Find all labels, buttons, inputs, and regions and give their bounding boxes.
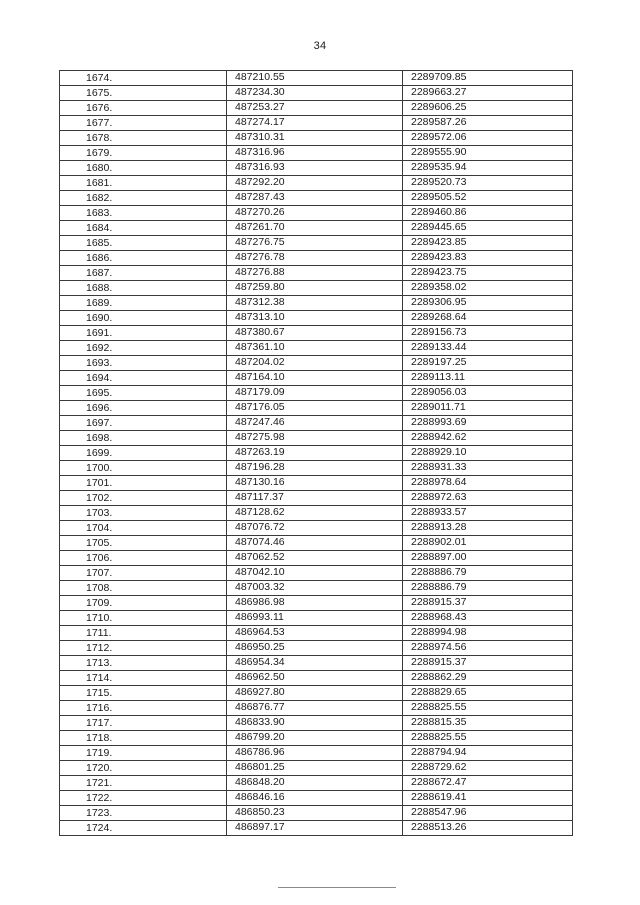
x-coordinate-cell: 486848.20	[227, 776, 403, 791]
x-coordinate-cell: 486950.25	[227, 641, 403, 656]
y-coordinate-cell: 2289606.25	[403, 101, 573, 116]
x-coordinate-cell: 487316.93	[227, 161, 403, 176]
table-row	[60, 641, 573, 656]
x-coordinate-cell: 487270.26	[227, 206, 403, 221]
coordinate-table-body	[60, 71, 573, 836]
point-index-cell: 1683.	[60, 206, 227, 221]
x-coordinate-cell: 487263.19	[227, 446, 403, 461]
table-row	[60, 161, 573, 176]
table-row	[60, 761, 573, 776]
point-index-cell: 1702.	[60, 491, 227, 506]
point-index-cell: 1681.	[60, 176, 227, 191]
x-coordinate-cell: 487276.78	[227, 251, 403, 266]
point-index-cell: 1707.	[60, 566, 227, 581]
table-row	[60, 506, 573, 521]
x-coordinate-cell: 486964.53	[227, 626, 403, 641]
x-coordinate-cell: 487003.32	[227, 581, 403, 596]
x-coordinate-cell: 487062.52	[227, 551, 403, 566]
point-index-cell: 1714.	[60, 671, 227, 686]
table-row	[60, 686, 573, 701]
table-row	[60, 806, 573, 821]
table-row	[60, 416, 573, 431]
table-row	[60, 791, 573, 806]
table-row	[60, 716, 573, 731]
table-row	[60, 176, 573, 191]
x-coordinate-cell: 487204.02	[227, 356, 403, 371]
table-row	[60, 731, 573, 746]
point-index-cell: 1690.	[60, 311, 227, 326]
x-coordinate-cell: 486962.50	[227, 671, 403, 686]
y-coordinate-cell: 2289113.11	[403, 371, 573, 386]
point-index-cell: 1698.	[60, 431, 227, 446]
point-index-cell: 1705.	[60, 536, 227, 551]
x-coordinate-cell: 486954.34	[227, 656, 403, 671]
point-index-cell: 1715.	[60, 686, 227, 701]
y-coordinate-cell: 2289358.02	[403, 281, 573, 296]
x-coordinate-cell: 487276.75	[227, 236, 403, 251]
y-coordinate-cell: 2288794.94	[403, 746, 573, 761]
x-coordinate-cell: 487130.16	[227, 476, 403, 491]
y-coordinate-cell: 2289572.06	[403, 131, 573, 146]
table-row	[60, 266, 573, 281]
x-coordinate-cell: 487253.27	[227, 101, 403, 116]
point-index-cell: 1722.	[60, 791, 227, 806]
y-coordinate-cell: 2289156.73	[403, 326, 573, 341]
point-index-cell: 1675.	[60, 86, 227, 101]
y-coordinate-cell: 2288978.64	[403, 476, 573, 491]
table-row	[60, 296, 573, 311]
point-index-cell: 1689.	[60, 296, 227, 311]
table-row	[60, 101, 573, 116]
point-index-cell: 1710.	[60, 611, 227, 626]
x-coordinate-cell: 487210.55	[227, 71, 403, 86]
x-coordinate-cell: 486786.96	[227, 746, 403, 761]
table-row	[60, 521, 573, 536]
table-row	[60, 611, 573, 626]
table-row	[60, 746, 573, 761]
y-coordinate-cell: 2288933.57	[403, 506, 573, 521]
table-row	[60, 626, 573, 641]
y-coordinate-cell: 2289535.94	[403, 161, 573, 176]
point-index-cell: 1678.	[60, 131, 227, 146]
x-coordinate-cell: 487247.46	[227, 416, 403, 431]
point-index-cell: 1697.	[60, 416, 227, 431]
x-coordinate-cell: 487276.88	[227, 266, 403, 281]
x-coordinate-cell: 487042.10	[227, 566, 403, 581]
table-row	[60, 446, 573, 461]
table-row	[60, 581, 573, 596]
table-row	[60, 191, 573, 206]
y-coordinate-cell: 2289460.86	[403, 206, 573, 221]
y-coordinate-cell: 2289268.64	[403, 311, 573, 326]
table-row	[60, 326, 573, 341]
table-row	[60, 251, 573, 266]
y-coordinate-cell: 2288619.41	[403, 791, 573, 806]
point-index-cell: 1674.	[60, 71, 227, 86]
point-index-cell: 1712.	[60, 641, 227, 656]
y-coordinate-cell: 2289056.03	[403, 386, 573, 401]
coordinate-table	[59, 70, 573, 836]
y-coordinate-cell: 2289423.75	[403, 266, 573, 281]
x-coordinate-cell: 487292.20	[227, 176, 403, 191]
table-row	[60, 596, 573, 611]
x-coordinate-cell: 487179.09	[227, 386, 403, 401]
point-index-cell: 1692.	[60, 341, 227, 356]
table-row	[60, 116, 573, 131]
y-coordinate-cell: 2288815.35	[403, 716, 573, 731]
point-index-cell: 1680.	[60, 161, 227, 176]
y-coordinate-cell: 2288929.10	[403, 446, 573, 461]
y-coordinate-cell: 2289663.27	[403, 86, 573, 101]
point-index-cell: 1723.	[60, 806, 227, 821]
point-index-cell: 1700.	[60, 461, 227, 476]
y-coordinate-cell: 2288547.96	[403, 806, 573, 821]
table-row	[60, 281, 573, 296]
x-coordinate-cell: 487310.31	[227, 131, 403, 146]
x-coordinate-cell: 487361.10	[227, 341, 403, 356]
point-index-cell: 1708.	[60, 581, 227, 596]
point-index-cell: 1718.	[60, 731, 227, 746]
x-coordinate-cell: 487076.72	[227, 521, 403, 536]
y-coordinate-cell: 2289423.85	[403, 236, 573, 251]
y-coordinate-cell: 2289555.90	[403, 146, 573, 161]
y-coordinate-cell: 2289445.65	[403, 221, 573, 236]
point-index-cell: 1676.	[60, 101, 227, 116]
footer-rule	[278, 887, 396, 888]
y-coordinate-cell: 2289011.71	[403, 401, 573, 416]
x-coordinate-cell: 487380.67	[227, 326, 403, 341]
table-row	[60, 86, 573, 101]
point-index-cell: 1719.	[60, 746, 227, 761]
point-index-cell: 1716.	[60, 701, 227, 716]
y-coordinate-cell: 2288993.69	[403, 416, 573, 431]
point-index-cell: 1679.	[60, 146, 227, 161]
point-index-cell: 1691.	[60, 326, 227, 341]
point-index-cell: 1685.	[60, 236, 227, 251]
x-coordinate-cell: 487312.38	[227, 296, 403, 311]
x-coordinate-cell: 486833.90	[227, 716, 403, 731]
x-coordinate-cell: 487117.37	[227, 491, 403, 506]
x-coordinate-cell: 486846.16	[227, 791, 403, 806]
y-coordinate-cell: 2288931.33	[403, 461, 573, 476]
point-index-cell: 1684.	[60, 221, 227, 236]
y-coordinate-cell: 2289197.25	[403, 356, 573, 371]
x-coordinate-cell: 486799.20	[227, 731, 403, 746]
x-coordinate-cell: 486927.80	[227, 686, 403, 701]
table-row	[60, 371, 573, 386]
table-row	[60, 536, 573, 551]
table-row	[60, 671, 573, 686]
point-index-cell: 1709.	[60, 596, 227, 611]
x-coordinate-cell: 487074.46	[227, 536, 403, 551]
point-index-cell: 1699.	[60, 446, 227, 461]
table-row	[60, 206, 573, 221]
y-coordinate-cell: 2288897.00	[403, 551, 573, 566]
point-index-cell: 1706.	[60, 551, 227, 566]
point-index-cell: 1686.	[60, 251, 227, 266]
y-coordinate-cell: 2288672.47	[403, 776, 573, 791]
y-coordinate-cell: 2288902.01	[403, 536, 573, 551]
table-row	[60, 431, 573, 446]
y-coordinate-cell: 2289520.73	[403, 176, 573, 191]
table-row	[60, 356, 573, 371]
table-row	[60, 401, 573, 416]
y-coordinate-cell: 2289505.52	[403, 191, 573, 206]
y-coordinate-cell: 2289133.44	[403, 341, 573, 356]
y-coordinate-cell: 2288994.98	[403, 626, 573, 641]
y-coordinate-cell: 2288829.65	[403, 686, 573, 701]
y-coordinate-cell: 2289306.95	[403, 296, 573, 311]
point-index-cell: 1703.	[60, 506, 227, 521]
point-index-cell: 1693.	[60, 356, 227, 371]
table-row	[60, 236, 573, 251]
y-coordinate-cell: 2289709.85	[403, 71, 573, 86]
y-coordinate-cell: 2288825.55	[403, 731, 573, 746]
table-row	[60, 221, 573, 236]
point-index-cell: 1724.	[60, 821, 227, 836]
y-coordinate-cell: 2288974.56	[403, 641, 573, 656]
point-index-cell: 1682.	[60, 191, 227, 206]
y-coordinate-cell: 2288886.79	[403, 566, 573, 581]
table-row	[60, 491, 573, 506]
point-index-cell: 1711.	[60, 626, 227, 641]
x-coordinate-cell: 487196.28	[227, 461, 403, 476]
table-row	[60, 131, 573, 146]
y-coordinate-cell: 2288513.26	[403, 821, 573, 836]
point-index-cell: 1696.	[60, 401, 227, 416]
y-coordinate-cell: 2288915.37	[403, 656, 573, 671]
table-row	[60, 386, 573, 401]
x-coordinate-cell: 486993.11	[227, 611, 403, 626]
point-index-cell: 1721.	[60, 776, 227, 791]
point-index-cell: 1717.	[60, 716, 227, 731]
table-row	[60, 701, 573, 716]
y-coordinate-cell: 2288972.63	[403, 491, 573, 506]
table-row	[60, 311, 573, 326]
page-number: 34	[313, 40, 327, 52]
x-coordinate-cell: 486801.25	[227, 761, 403, 776]
x-coordinate-cell: 487275.98	[227, 431, 403, 446]
table-row	[60, 821, 573, 836]
x-coordinate-cell: 487176.05	[227, 401, 403, 416]
x-coordinate-cell: 487128.62	[227, 506, 403, 521]
point-index-cell: 1694.	[60, 371, 227, 386]
point-index-cell: 1713.	[60, 656, 227, 671]
x-coordinate-cell: 487261.70	[227, 221, 403, 236]
table-row	[60, 71, 573, 86]
point-index-cell: 1720.	[60, 761, 227, 776]
x-coordinate-cell: 486850.23	[227, 806, 403, 821]
y-coordinate-cell: 2288915.37	[403, 596, 573, 611]
y-coordinate-cell: 2288729.62	[403, 761, 573, 776]
table-row	[60, 461, 573, 476]
y-coordinate-cell: 2288968.43	[403, 611, 573, 626]
table-row	[60, 476, 573, 491]
point-index-cell: 1701.	[60, 476, 227, 491]
y-coordinate-cell: 2288942.62	[403, 431, 573, 446]
point-index-cell: 1704.	[60, 521, 227, 536]
table-row	[60, 776, 573, 791]
x-coordinate-cell: 487164.10	[227, 371, 403, 386]
x-coordinate-cell: 486897.17	[227, 821, 403, 836]
x-coordinate-cell: 486876.77	[227, 701, 403, 716]
x-coordinate-cell: 487316.96	[227, 146, 403, 161]
x-coordinate-cell: 487287.43	[227, 191, 403, 206]
table-row	[60, 656, 573, 671]
x-coordinate-cell: 487274.17	[227, 116, 403, 131]
table-row	[60, 566, 573, 581]
x-coordinate-cell: 487259.80	[227, 281, 403, 296]
y-coordinate-cell: 2288913.28	[403, 521, 573, 536]
table-row	[60, 341, 573, 356]
point-index-cell: 1687.	[60, 266, 227, 281]
x-coordinate-cell: 486986.98	[227, 596, 403, 611]
y-coordinate-cell: 2288862.29	[403, 671, 573, 686]
x-coordinate-cell: 487313.10	[227, 311, 403, 326]
y-coordinate-cell: 2289587.26	[403, 116, 573, 131]
table-row	[60, 551, 573, 566]
point-index-cell: 1677.	[60, 116, 227, 131]
table-row	[60, 146, 573, 161]
point-index-cell: 1695.	[60, 386, 227, 401]
x-coordinate-cell: 487234.30	[227, 86, 403, 101]
y-coordinate-cell: 2288825.55	[403, 701, 573, 716]
y-coordinate-cell: 2288886.79	[403, 581, 573, 596]
y-coordinate-cell: 2289423.83	[403, 251, 573, 266]
point-index-cell: 1688.	[60, 281, 227, 296]
